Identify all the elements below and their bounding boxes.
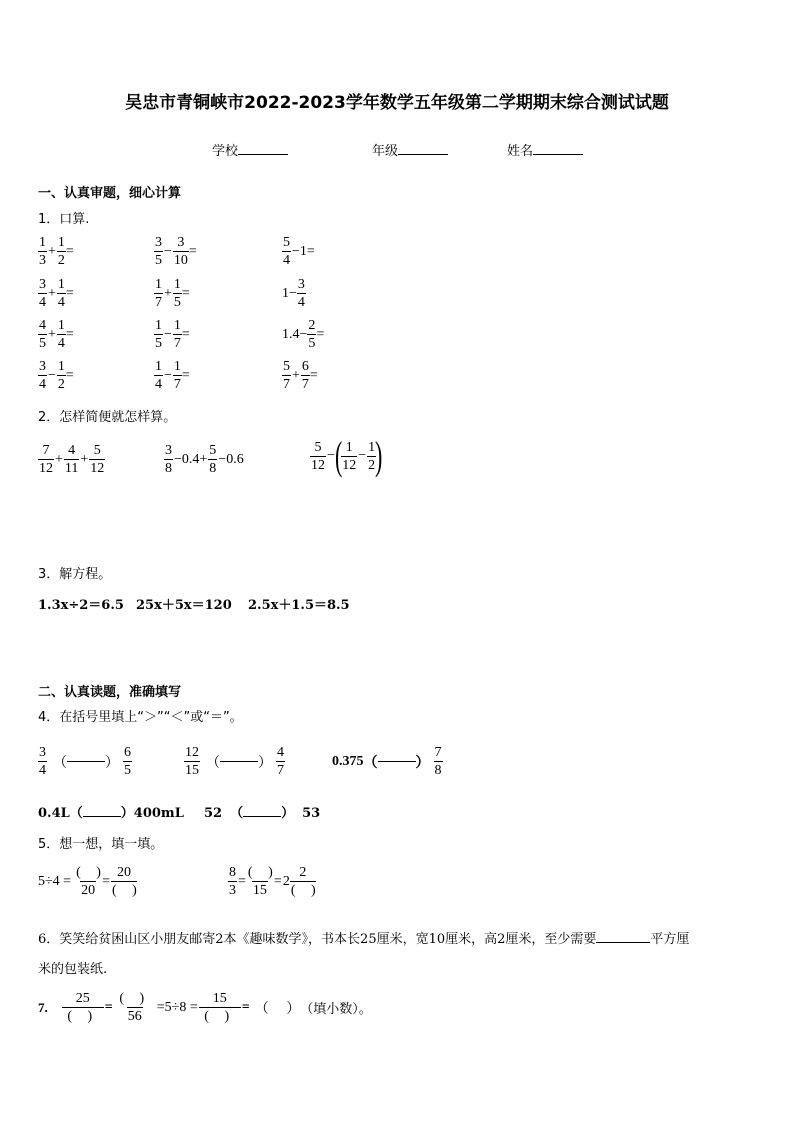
- question-3-label: 3．解方程。: [38, 567, 112, 582]
- compare-blank[interactable]: [220, 761, 258, 762]
- fill-in-expression-1: 5÷4 = $\frac{( )}{20}$ = $\frac{20}{( )}$: [38, 865, 143, 898]
- answer-blank[interactable]: （ ）: [254, 1001, 301, 1017]
- compare-blank[interactable]: [378, 761, 416, 762]
- simplify-expression-3: $\frac{5}{12}$ − ( $\frac{1}{12}$ − $\frac{1}{2}$ ): [311, 433, 383, 478]
- question-6-text: 6．笑笑给贫困山区小朋友邮寄2本《趣味数学》，书本长25厘米，宽10厘米，高2厘米，至少需要 平方厘: [38, 932, 690, 947]
- compare-item-3: 0.375 （ ） $\frac{7}{8}$: [332, 745, 442, 778]
- answer-blank[interactable]: ( ): [204, 1009, 236, 1024]
- equation-2: 25x＋5x＝120: [136, 598, 232, 613]
- answer-blank[interactable]: ( ): [112, 883, 143, 898]
- oral-calc-item: $\frac{1}{3}$ + $\frac{1}{2}$ =: [39, 235, 74, 268]
- name-blank[interactable]: [533, 154, 583, 155]
- question-5-label: 5．想一想，填一填。: [38, 837, 164, 852]
- school-field[interactable]: 学校: [212, 140, 288, 159]
- oral-calc-item: $\frac{5}{4}$ −1=: [283, 235, 315, 268]
- oral-calc-item: $\frac{1}{7}$ + $\frac{1}{5}$ =: [155, 277, 190, 310]
- page-title: 吴忠市青铜峡市2022-2023学年数学五年级第二学期期末综合测试试题: [125, 93, 669, 113]
- answer-blank[interactable]: [596, 942, 650, 943]
- answer-blank[interactable]: ( ): [76, 865, 107, 880]
- oral-calc-item: 1.4− $\frac{2}{5}$ =: [282, 318, 325, 351]
- section-heading-1: 一、认真审题，细心计算: [38, 186, 182, 201]
- oral-calc-item: $\frac{1}{4}$ − $\frac{1}{7}$ =: [155, 359, 190, 392]
- school-blank[interactable]: [238, 154, 288, 155]
- compare-blank[interactable]: [243, 816, 281, 817]
- answer-blank[interactable]: ( ): [67, 1009, 99, 1024]
- oral-calc-item: 1− $\frac{3}{4}$: [282, 277, 305, 310]
- section-heading-2: 二、认真读题，准确填写: [38, 685, 182, 700]
- simplify-expression-1: $\frac{7}{12}$ + $\frac{4}{11}$ + $\frac{5}{12}$: [39, 443, 105, 476]
- equation-3: 2.5x＋1.5＝8.5: [248, 598, 350, 613]
- grade-blank[interactable]: [398, 154, 448, 155]
- name-field[interactable]: 姓名: [507, 140, 583, 159]
- question-1-label: 1．口算.: [38, 212, 90, 227]
- oral-calc-item: $\frac{3}{5}$ − $\frac{3}{10}$ =: [155, 235, 197, 268]
- compare-item-1: $\frac{3}{4}$ （ ） $\frac{6}{5}$: [39, 745, 131, 778]
- fill-in-expression-2: $\frac{8}{3}$ = $\frac{( )}{15}$ = 2 $\frac{2}{( )}$: [229, 865, 322, 898]
- oral-calc-item: $\frac{1}{5}$ − $\frac{1}{7}$ =: [155, 318, 190, 351]
- compare-item-5: 52 （ ） 53: [204, 806, 321, 821]
- simplify-expression-2: $\frac{3}{8}$ −0.4+ $\frac{5}{8}$ −0.6: [165, 443, 244, 476]
- question-2-label: 2．怎样简便就怎样算。: [38, 410, 177, 425]
- oral-calc-item: $\frac{4}{5}$ + $\frac{1}{4}$ =: [39, 318, 74, 351]
- question-4-label: 4．在括号里填上“＞”“＜”或“＝”。: [38, 710, 243, 725]
- equation-1: 1.3x÷2＝6.5: [38, 598, 124, 613]
- answer-blank[interactable]: ( ): [119, 991, 151, 1006]
- question-7-expression: 7. $\frac{25}{( )}$ = $\frac{( )}{56}$ =5÷8 = $\frac{15}{( )}$ = （ ） （填小数）。: [38, 991, 372, 1024]
- compare-item-2: $\frac{12}{15}$ （ ） $\frac{4}{7}$: [185, 745, 284, 778]
- grade-field[interactable]: 年级: [372, 140, 448, 159]
- answer-blank[interactable]: ( ): [290, 883, 322, 898]
- oral-calc-item: $\frac{3}{4}$ − $\frac{1}{2}$ =: [39, 359, 74, 392]
- compare-blank[interactable]: [83, 816, 121, 817]
- compare-item-4: 0.4L（ ）400mL: [38, 806, 184, 821]
- compare-blank[interactable]: [67, 761, 105, 762]
- answer-blank[interactable]: ( ): [247, 865, 279, 880]
- question-6-text-cont: 米的包装纸.: [38, 962, 108, 977]
- oral-calc-item: $\frac{3}{4}$ + $\frac{1}{4}$ =: [39, 277, 74, 310]
- oral-calc-item: $\frac{5}{7}$ + $\frac{6}{7}$ =: [283, 359, 318, 392]
